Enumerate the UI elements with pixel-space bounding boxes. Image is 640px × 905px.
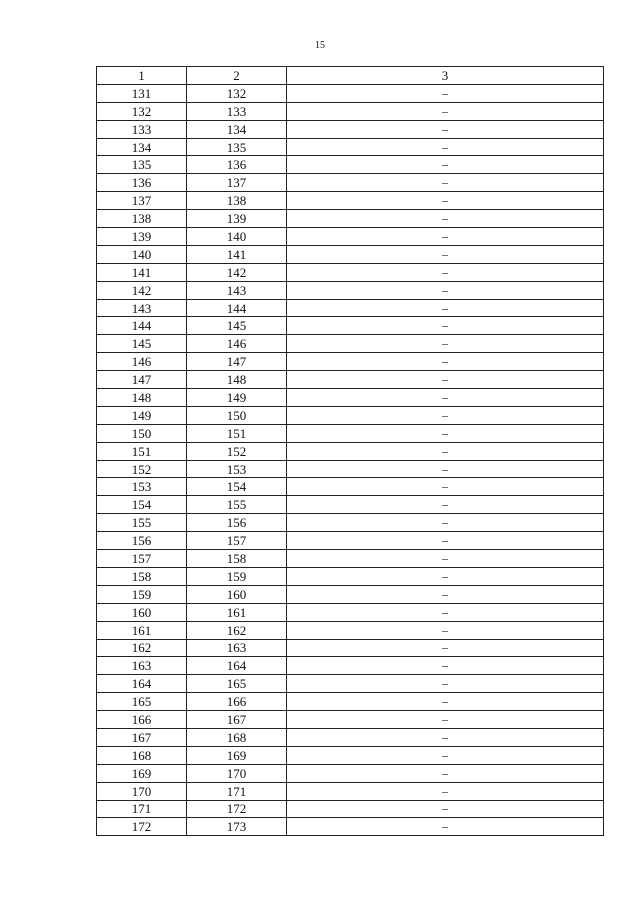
table-cell-col-3: – xyxy=(287,210,604,228)
table-row xyxy=(97,550,604,568)
table-cell-col-2: 162 xyxy=(187,621,287,639)
table-cell-col-3: – xyxy=(287,138,604,156)
table-cell-col-1: 156 xyxy=(97,532,187,550)
table-cell-col-2: 164 xyxy=(187,657,287,675)
table-cell-col-1: 151 xyxy=(97,442,187,460)
table-row xyxy=(97,228,604,246)
table-cell-col-2: 155 xyxy=(187,496,287,514)
table-cell-col-1: 154 xyxy=(97,496,187,514)
table-cell-col-2: 132 xyxy=(187,84,287,102)
table-cell-col-3: – xyxy=(287,621,604,639)
table-cell-col-3: – xyxy=(287,800,604,818)
table-cell-col-3: – xyxy=(287,335,604,353)
table-cell-col-3: – xyxy=(287,532,604,550)
table-cell-col-1: 150 xyxy=(97,424,187,442)
table-cell-col-3: – xyxy=(287,84,604,102)
table-cell-col-2: 168 xyxy=(187,728,287,746)
table-cell-col-2: 143 xyxy=(187,281,287,299)
table-cell-col-3: – xyxy=(287,496,604,514)
table-cell-col-1: 136 xyxy=(97,174,187,192)
table-cell-col-2: 142 xyxy=(187,263,287,281)
column-header-3: 3 xyxy=(287,67,604,85)
table-cell-col-1: 135 xyxy=(97,156,187,174)
table-cell-col-3: – xyxy=(287,550,604,568)
table-cell-col-2: 171 xyxy=(187,782,287,800)
table-cell-col-1: 167 xyxy=(97,728,187,746)
table-cell-col-2: 159 xyxy=(187,567,287,585)
table-cell-col-2: 146 xyxy=(187,335,287,353)
table-cell-col-2: 152 xyxy=(187,442,287,460)
table-cell-col-3: – xyxy=(287,156,604,174)
table-row xyxy=(97,389,604,407)
table-row xyxy=(97,84,604,102)
table-cell-col-1: 170 xyxy=(97,782,187,800)
table-cell-col-2: 163 xyxy=(187,639,287,657)
table-row xyxy=(97,478,604,496)
table-cell-col-3: – xyxy=(287,460,604,478)
table-cell-col-1: 171 xyxy=(97,800,187,818)
table-cell-col-1: 133 xyxy=(97,120,187,138)
table-row xyxy=(97,245,604,263)
table-cell-col-3: – xyxy=(287,263,604,281)
table-cell-col-2: 172 xyxy=(187,800,287,818)
table-cell-col-2: 158 xyxy=(187,550,287,568)
table-cell-col-3: – xyxy=(287,228,604,246)
table-cell-col-3: – xyxy=(287,818,604,836)
table-cell-col-2: 139 xyxy=(187,210,287,228)
table-cell-col-1: 169 xyxy=(97,764,187,782)
table-cell-col-1: 137 xyxy=(97,192,187,210)
table-cell-col-2: 140 xyxy=(187,228,287,246)
table-cell-col-3: – xyxy=(287,371,604,389)
table-cell-col-3: – xyxy=(287,585,604,603)
table-row xyxy=(97,317,604,335)
table-cell-col-2: 138 xyxy=(187,192,287,210)
table-cell-col-2: 173 xyxy=(187,818,287,836)
page-number: 15 xyxy=(315,40,325,51)
table-cell-col-2: 157 xyxy=(187,532,287,550)
table-cell-col-1: 157 xyxy=(97,550,187,568)
table-row xyxy=(97,711,604,729)
table-row xyxy=(97,496,604,514)
table-cell-col-1: 145 xyxy=(97,335,187,353)
table-row xyxy=(97,728,604,746)
table-row xyxy=(97,281,604,299)
table-cell-col-3: – xyxy=(287,102,604,120)
table-cell-col-3: – xyxy=(287,299,604,317)
table-row xyxy=(97,442,604,460)
table-cell-col-1: 158 xyxy=(97,567,187,585)
table-header-row xyxy=(97,67,604,85)
table-cell-col-1: 141 xyxy=(97,263,187,281)
table-row xyxy=(97,514,604,532)
table-cell-col-2: 147 xyxy=(187,353,287,371)
table-cell-col-1: 153 xyxy=(97,478,187,496)
table-cell-col-1: 159 xyxy=(97,585,187,603)
table-body xyxy=(97,84,604,835)
table-cell-col-2: 161 xyxy=(187,603,287,621)
table-cell-col-3: – xyxy=(287,192,604,210)
table-cell-col-2: 135 xyxy=(187,138,287,156)
table-cell-col-2: 167 xyxy=(187,711,287,729)
table-row xyxy=(97,174,604,192)
table-row xyxy=(97,424,604,442)
table-cell-col-1: 166 xyxy=(97,711,187,729)
table-row xyxy=(97,120,604,138)
table-row xyxy=(97,746,604,764)
table-row xyxy=(97,299,604,317)
table-cell-col-1: 165 xyxy=(97,693,187,711)
table-cell-col-3: – xyxy=(287,120,604,138)
table-cell-col-1: 134 xyxy=(97,138,187,156)
table-cell-col-3: – xyxy=(287,764,604,782)
table-cell-col-1: 144 xyxy=(97,317,187,335)
table-cell-col-3: – xyxy=(287,782,604,800)
table-row xyxy=(97,782,604,800)
table-cell-col-3: – xyxy=(287,657,604,675)
table-cell-col-2: 156 xyxy=(187,514,287,532)
table-cell-col-1: 146 xyxy=(97,353,187,371)
table-row xyxy=(97,693,604,711)
table-cell-col-1: 162 xyxy=(97,639,187,657)
table-row xyxy=(97,460,604,478)
table-cell-col-3: – xyxy=(287,711,604,729)
table-row xyxy=(97,675,604,693)
table-cell-col-1: 142 xyxy=(97,281,187,299)
table-cell-col-3: – xyxy=(287,353,604,371)
table-cell-col-1: 161 xyxy=(97,621,187,639)
table-cell-col-1: 152 xyxy=(97,460,187,478)
table-cell-col-3: – xyxy=(287,746,604,764)
table-cell-col-1: 172 xyxy=(97,818,187,836)
table-cell-col-2: 154 xyxy=(187,478,287,496)
table-row xyxy=(97,353,604,371)
table-cell-col-3: – xyxy=(287,639,604,657)
table-cell-col-2: 137 xyxy=(187,174,287,192)
table-cell-col-2: 149 xyxy=(187,389,287,407)
table-row xyxy=(97,567,604,585)
column-header-1: 1 xyxy=(97,67,187,85)
table-cell-col-1: 163 xyxy=(97,657,187,675)
table-cell-col-2: 169 xyxy=(187,746,287,764)
table-row xyxy=(97,156,604,174)
table-cell-col-2: 150 xyxy=(187,406,287,424)
table-row xyxy=(97,102,604,120)
table-cell-col-3: – xyxy=(287,317,604,335)
table-cell-col-2: 160 xyxy=(187,585,287,603)
table-cell-col-3: – xyxy=(287,567,604,585)
table-row xyxy=(97,585,604,603)
table-cell-col-1: 147 xyxy=(97,371,187,389)
table-cell-col-1: 139 xyxy=(97,228,187,246)
table-cell-col-3: – xyxy=(287,728,604,746)
table-row xyxy=(97,335,604,353)
table-cell-col-1: 149 xyxy=(97,406,187,424)
table-cell-col-1: 168 xyxy=(97,746,187,764)
table-cell-col-1: 160 xyxy=(97,603,187,621)
table-cell-col-2: 134 xyxy=(187,120,287,138)
table-cell-col-2: 165 xyxy=(187,675,287,693)
table-cell-col-2: 145 xyxy=(187,317,287,335)
table-row xyxy=(97,621,604,639)
table-cell-col-3: – xyxy=(287,424,604,442)
table-row xyxy=(97,657,604,675)
table-cell-col-2: 151 xyxy=(187,424,287,442)
table-row xyxy=(97,138,604,156)
table-cell-col-2: 153 xyxy=(187,460,287,478)
table-cell-col-3: – xyxy=(287,693,604,711)
table-cell-col-3: – xyxy=(287,406,604,424)
table-cell-col-2: 144 xyxy=(187,299,287,317)
column-header-2: 2 xyxy=(187,67,287,85)
table-row xyxy=(97,818,604,836)
table-row xyxy=(97,603,604,621)
table-cell-col-1: 138 xyxy=(97,210,187,228)
table-cell-col-3: – xyxy=(287,514,604,532)
table-cell-col-3: – xyxy=(287,389,604,407)
table-cell-col-3: – xyxy=(287,245,604,263)
table-cell-col-2: 148 xyxy=(187,371,287,389)
table-cell-col-1: 148 xyxy=(97,389,187,407)
table-cell-col-2: 170 xyxy=(187,764,287,782)
table-cell-col-3: – xyxy=(287,281,604,299)
table-cell-col-3: – xyxy=(287,442,604,460)
table-row xyxy=(97,210,604,228)
table-cell-col-3: – xyxy=(287,478,604,496)
table-cell-col-1: 164 xyxy=(97,675,187,693)
table-cell-col-1: 155 xyxy=(97,514,187,532)
table-row xyxy=(97,192,604,210)
table-cell-col-2: 166 xyxy=(187,693,287,711)
table-cell-col-3: – xyxy=(287,675,604,693)
table-cell-col-2: 136 xyxy=(187,156,287,174)
table-cell-col-2: 141 xyxy=(187,245,287,263)
table-row xyxy=(97,800,604,818)
table-row xyxy=(97,406,604,424)
table-row xyxy=(97,371,604,389)
table-cell-col-1: 131 xyxy=(97,84,187,102)
table-cell-col-3: – xyxy=(287,603,604,621)
table-cell-col-1: 143 xyxy=(97,299,187,317)
table-cell-col-1: 132 xyxy=(97,102,187,120)
table-cell-col-1: 140 xyxy=(97,245,187,263)
table-row xyxy=(97,532,604,550)
table-cell-col-3: – xyxy=(287,174,604,192)
table-row xyxy=(97,764,604,782)
table-cell-col-2: 133 xyxy=(187,102,287,120)
table-row xyxy=(97,263,604,281)
table-row xyxy=(97,639,604,657)
data-table xyxy=(96,66,604,836)
